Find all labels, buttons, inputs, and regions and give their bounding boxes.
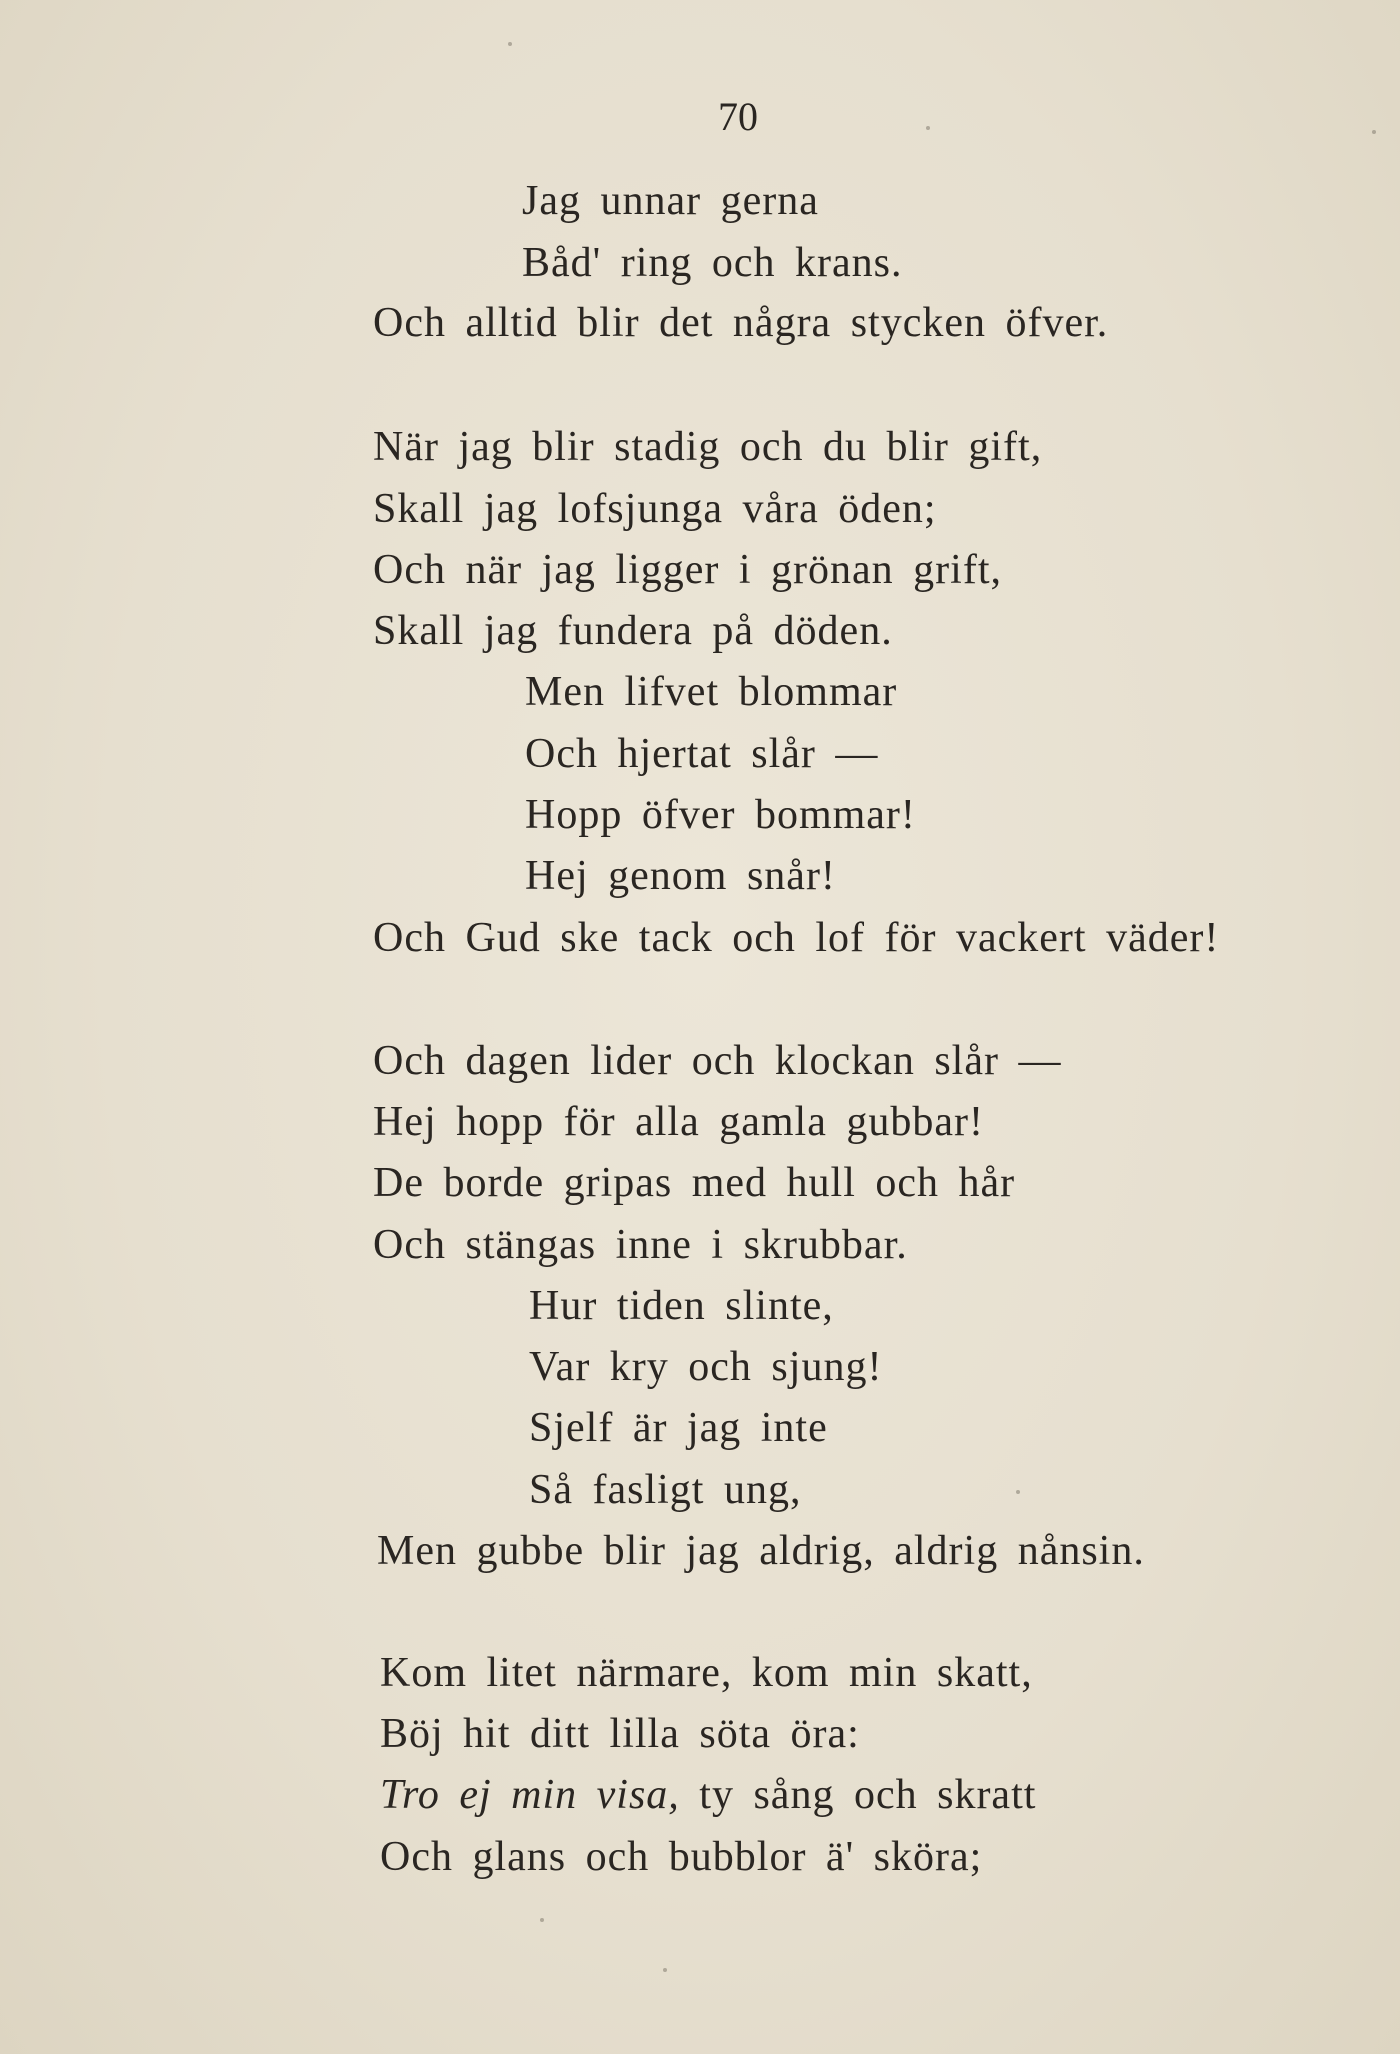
stanza2-line6: Och hjertat slår —	[525, 731, 879, 777]
stanza4-line3-italic: Tro ej min visa,	[380, 1772, 680, 1818]
stanza4-line3-rest: ty sång och skratt	[679, 1772, 1037, 1818]
stanza2-line3: Och när jag ligger i grönan grift,	[373, 547, 1002, 593]
stanza3-line8: Så fasligt ung,	[529, 1467, 802, 1513]
stanza3-line6: Var kry och sjung!	[529, 1344, 883, 1390]
stanza3-line1: Och dagen lider och klockan slår —	[373, 1038, 1062, 1084]
stanza2-line1: När jag blir stadig och du blir gift,	[373, 424, 1043, 470]
stanza1-line1: Jag unnar gerna	[522, 178, 819, 224]
page-number: 70	[718, 94, 758, 139]
paper-speck	[540, 1918, 544, 1922]
stanza4-line2: Böj hit ditt lilla söta öra:	[380, 1711, 860, 1757]
stanza4-line4: Och glans och bubblor ä' sköra;	[380, 1834, 983, 1880]
stanza3-line9: Men gubbe blir jag aldrig, aldrig nånsin.	[377, 1528, 1145, 1574]
stanza2-line7: Hopp öfver bommar!	[525, 792, 916, 838]
stanza2-line2: Skall jag lofsjunga våra öden;	[373, 486, 937, 532]
stanza3-line5: Hur tiden slinte,	[529, 1283, 834, 1329]
stanza2-line8: Hej genom snår!	[525, 853, 836, 899]
paper-speck	[508, 42, 512, 46]
stanza1-line2: Båd' ring och krans.	[522, 240, 903, 286]
stanza2-line9: Och Gud ske tack och lof för vackert väder!	[373, 915, 1220, 961]
paper-speck	[663, 1968, 667, 1972]
stanza1-line3: Och alltid blir det några stycken öfver.	[373, 300, 1109, 346]
stanza4-line3	[380, 1770, 1036, 1820]
paper-speck	[1372, 130, 1376, 134]
stanza3-line3: De borde gripas med hull och hår	[373, 1160, 1016, 1206]
paper-speck	[1016, 1490, 1020, 1494]
stanza2-line4: Skall jag fundera på döden.	[373, 608, 893, 654]
paper-speck	[926, 126, 930, 130]
stanza3-line4: Och stängas inne i skrubbar.	[373, 1222, 908, 1268]
stanza3-line2: Hej hopp för alla gamla gubbar!	[373, 1099, 984, 1145]
stanza2-line5: Men lifvet blommar	[525, 669, 898, 715]
stanza4-line1: Kom litet närmare, kom min skatt,	[380, 1650, 1033, 1696]
stanza3-line7: Sjelf är jag inte	[529, 1405, 828, 1451]
